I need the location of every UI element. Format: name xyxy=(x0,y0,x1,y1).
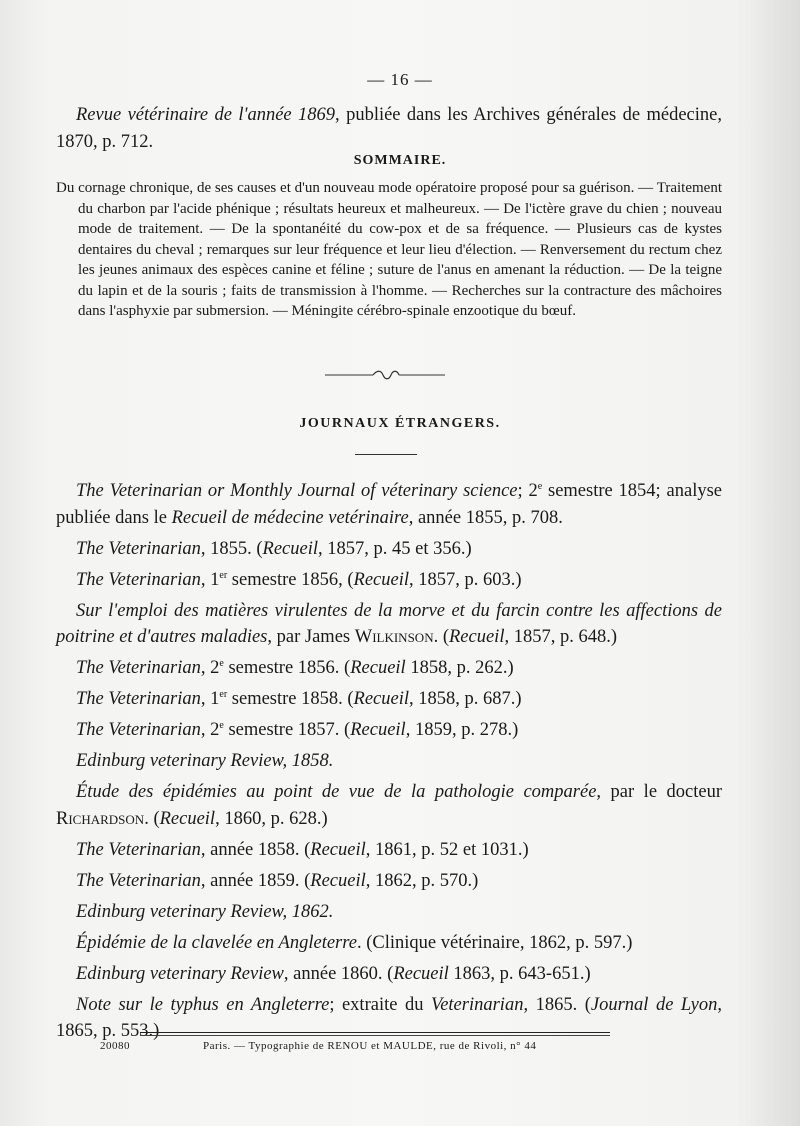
list-item: The Veterinarian, 1er semestre 1858. (Recueil, 1858, p. 687.) xyxy=(76,688,522,709)
list-item: The Veterinarian or Monthly Journal of véterinary science; 2e semestre 1854; analyse publiée dans le Recueil de médecine vetérinaire, année 1855, p. 708. xyxy=(56,480,722,528)
footer-rule-thin xyxy=(140,1035,610,1036)
sommaire-text: Du cornage chronique, de ses causes et d'un nouveau mode opératoire proposé pour sa guérison. — Traitement du charbon par l'acide phénique ; résultats heureux et malheureux. — De l'ictère grave du chien ; nouveau mode de traitement. — De la spontanéité du cow-pox et de sa fréquence. — Plusieurs cas de kystes dentaires du cheval ; remarques sur leur fréquence et leur lieu d'élection. — Renversement du rectum chez les jeunes animaux des espèces canine et féline ; suture de l'anus en amenant la réduction. — De la teigne du lapin et de la souris ; faits de transmission à l'homme. — Recherches sur la contracture des mâchoires dans l'asphyxie par submersion. — Méningite cérébro-spinale enzootique du bœuf. xyxy=(56,180,722,319)
sommaire-body xyxy=(56,178,722,322)
list-item: The Veterinarian, 2e semestre 1856. (Recueil 1858, p. 262.) xyxy=(76,657,514,678)
list-item: The Veterinarian, 1er semestre 1856, (Recueil, 1857, p. 603.) xyxy=(76,569,522,590)
list-item: The Veterinarian, 2e semestre 1857. (Recueil, 1859, p. 278.) xyxy=(76,719,519,740)
revue-title: Revue vétérinaire de l'année 1869 xyxy=(76,105,336,125)
journaux-heading: JOURNAUX ÉTRANGERS. xyxy=(299,416,501,431)
printer-imprint: Paris. — Typographie de RENOU et MAULDE, rue de Rivoli, n° 44 xyxy=(203,1040,537,1052)
list-item: Sur l'emploi des matières virulentes de la morve et du farcin contre les affections de poitrine et d'autres maladies, par James Wilkinson. (Recueil, 1857, p. 648.) xyxy=(56,600,722,647)
list-item: The Veterinarian, année 1858. (Recueil, 1861, p. 52 et 1031.) xyxy=(76,839,529,860)
list-item: Edinburg veterinary Review, 1862. xyxy=(76,901,334,922)
revue-rest: , publiée dans les Archives générales de médecine, 1870, p. 712. xyxy=(56,105,722,152)
page-number: — 16 — xyxy=(367,70,433,89)
heading-rule xyxy=(355,454,417,455)
list-item: Épidémie de la clavelée en Angleterre. (Clinique vétérinaire, 1862, p. 597.) xyxy=(76,932,633,953)
print-number: 20080 xyxy=(100,1040,130,1052)
footer-rule xyxy=(140,1032,610,1033)
ornament-divider xyxy=(325,368,445,382)
bibliography-list xyxy=(56,478,722,1049)
revue-entry xyxy=(56,102,722,156)
list-item: Étude des épidémies au point de vue de la pathologie comparée, par le docteur Richardson. (Recueil, 1860, p. 628.) xyxy=(56,782,723,829)
list-item: The Veterinarian, 1855. (Recueil, 1857, p. 45 et 356.) xyxy=(76,538,472,559)
sommaire-heading: SOMMAIRE. xyxy=(353,153,447,168)
list-item: The Veterinarian, année 1859. (Recueil, 1862, p. 570.) xyxy=(76,870,479,891)
list-item: Note sur le typhus en Angleterre; extraite du Veterinarian, 1865. (Journal de Lyon, 1865, p. 553.) xyxy=(56,994,722,1041)
list-item: Edinburg veterinary Review, 1858. xyxy=(76,751,334,771)
list-item: Edinburg veterinary Review, année 1860. (Recueil 1863, p. 643-651.) xyxy=(76,963,591,984)
